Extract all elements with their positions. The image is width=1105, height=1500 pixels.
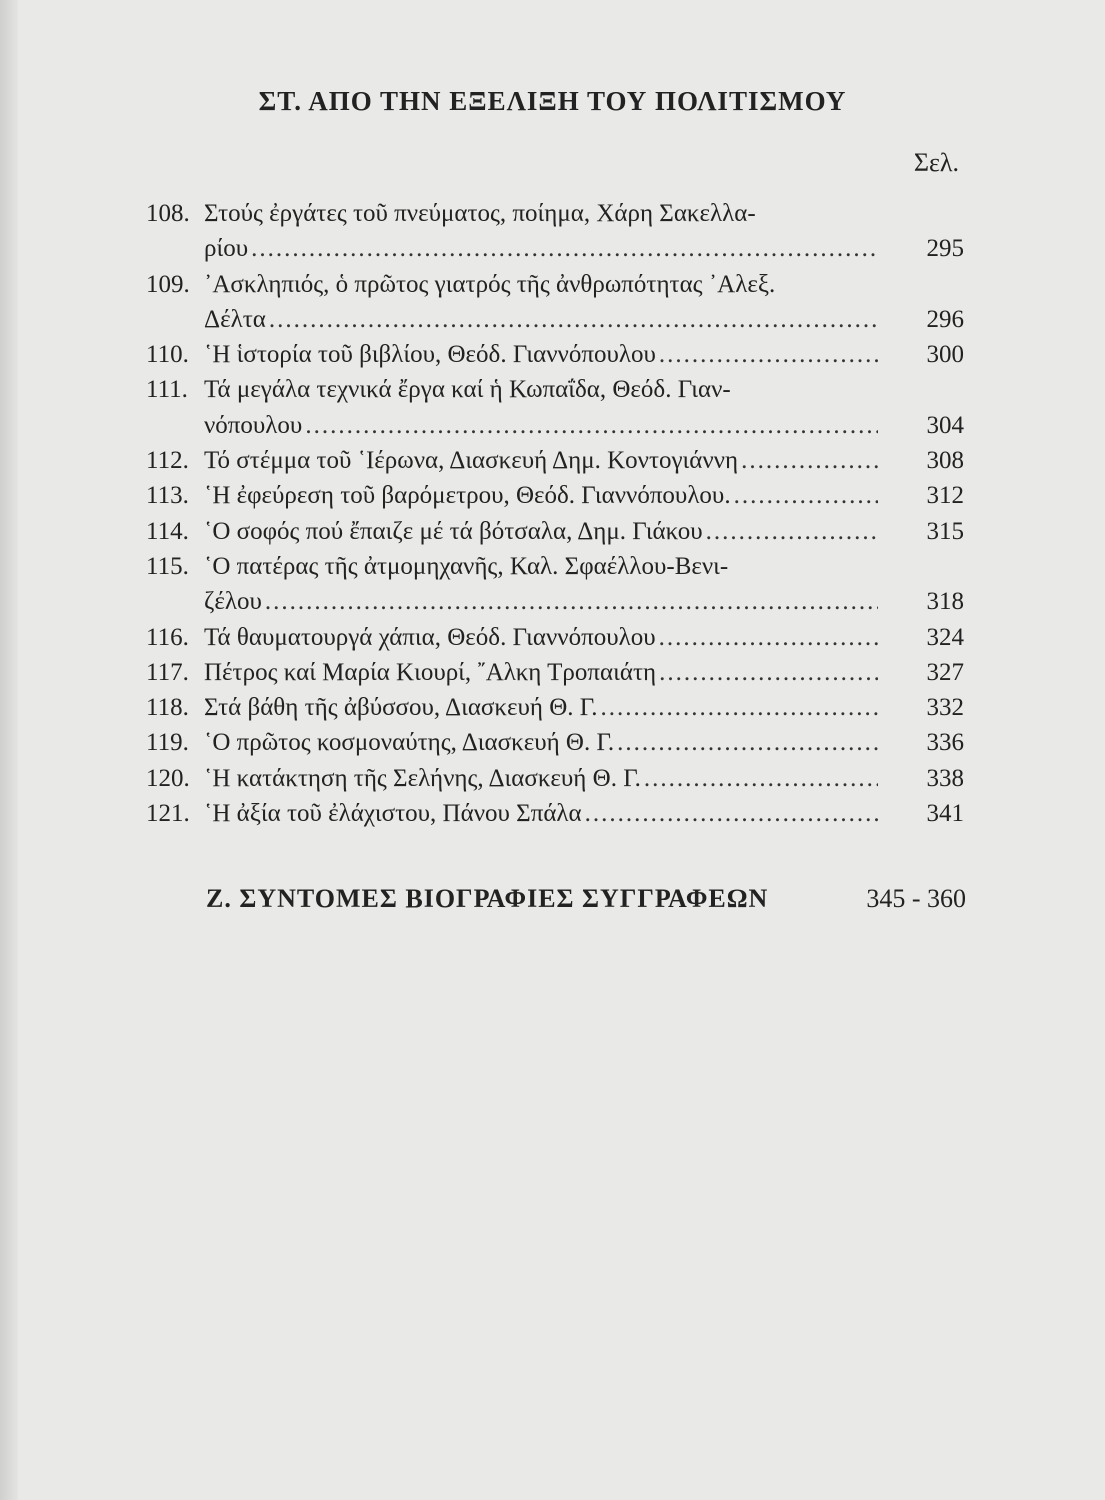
table-of-contents xyxy=(146,196,964,831)
entry-title: ῾Η ἱστορία τοῦ βιβλίου, Θεόδ. Γιαννόπουλου xyxy=(204,341,656,369)
entry-number: 108. xyxy=(146,200,190,227)
entry-page: 324 xyxy=(926,623,964,651)
leader-dots xyxy=(585,796,878,831)
toc-line xyxy=(146,231,964,266)
entry-page: 327 xyxy=(926,658,964,686)
entry-title: Τά θαυματουργά χάπια, Θεόδ. Γιαννόπουλου xyxy=(204,623,656,651)
entry-number: 109. xyxy=(146,270,190,298)
entry-page: 308 xyxy=(926,447,964,475)
entry-title: Πέτρος καί Μαρία Κιουρί, ῎Αλκη Τροπαιάτη xyxy=(204,658,657,686)
entry-page: 341 xyxy=(926,800,964,828)
entry-page: 318 xyxy=(926,588,964,616)
toc-line xyxy=(146,655,964,690)
toc-line xyxy=(146,549,964,584)
leader-dots xyxy=(734,478,878,513)
entry-number: 110. xyxy=(146,341,189,369)
entry-title: ζέλου xyxy=(204,588,262,616)
entry-page: 304 xyxy=(926,411,964,439)
entry-page: 332 xyxy=(926,694,964,722)
toc-line xyxy=(146,725,964,760)
entry-number: 117. xyxy=(146,658,189,686)
leader-dots xyxy=(617,725,878,760)
toc-line xyxy=(146,514,964,549)
entry-title: ῾Η ἀξία τοῦ ἐλάχιστου, Πάνου Σπάλα xyxy=(204,800,582,828)
entry-title: ῾Ο σοφός πού ἔπαιζε μέ τά βότσαλα, Δημ. Γιάκου xyxy=(204,517,703,545)
leader-dots xyxy=(251,231,878,266)
entry-title: ῾Η κατάκτηση τῆς Σελήνης, Διασκευή Θ. Γ. xyxy=(204,764,641,792)
entry-number: 118. xyxy=(146,694,189,722)
section-z-pages: 345 - 360 xyxy=(866,884,966,913)
entry-title: ῾Η ἐφεύρεση τοῦ βαρόμετρου, Θεόδ. Γιαννόπουλου. xyxy=(204,482,731,510)
page-edge xyxy=(0,0,18,1500)
entry-page: 300 xyxy=(926,341,964,369)
entry-number: 114. xyxy=(146,517,189,545)
leader-dots xyxy=(644,761,878,796)
section-z-title: Ζ. ΣΥΝΤΟΜΕΣ ΒΙΟΓΡΑΦΙΕΣ ΣΥΓΓΡΑΦΕΩΝ xyxy=(206,884,769,913)
leader-dots xyxy=(265,584,878,619)
entry-page: 295 xyxy=(926,235,964,263)
leader-dots xyxy=(741,443,878,478)
section-title: ΣΤ. ΑΠΟ ΤΗΝ ΕΞΕΛΙΞΗ ΤΟΥ ΠΟΛΙΤΙΣΜΟΥ xyxy=(258,86,847,116)
toc-line xyxy=(146,620,964,655)
entry-number: 120. xyxy=(146,764,190,792)
toc-line xyxy=(146,372,964,407)
entry-number: 112. xyxy=(146,447,189,475)
leader-dots xyxy=(659,620,878,655)
entry-title: νόπουλου xyxy=(204,411,303,439)
entry-page: 296 xyxy=(926,305,964,333)
leader-dots xyxy=(659,655,878,690)
toc-line xyxy=(146,478,964,513)
toc-line xyxy=(146,584,964,619)
entry-title: ῾Ο πρῶτος κοσμοναύτης, Διασκευή Θ. Γ. xyxy=(204,729,615,757)
entry-title: Στούς ἐργάτες τοῦ πνεύματος, ποίημα, Χάρη Σακελλα- xyxy=(204,200,756,227)
entry-title: ῾Ο πατέρας τῆς ἀτμομηχανῆς, Καλ. Σφαέλλου-Βενι- xyxy=(204,552,729,580)
entry-title: ᾿Ασκληπιός, ὁ πρῶτος γιατρός τῆς ἀνθρωπότητας ᾿Αλεξ. xyxy=(204,270,776,298)
leader-dots xyxy=(706,514,878,549)
entry-page: 315 xyxy=(926,517,964,545)
page-column-header: Σελ. xyxy=(913,148,959,177)
toc-line xyxy=(146,761,964,796)
entry-page: 336 xyxy=(926,729,964,757)
leader-dots xyxy=(305,408,878,443)
entry-title: ρίου xyxy=(204,235,249,263)
toc-line xyxy=(146,267,964,302)
section-z xyxy=(206,884,966,914)
leader-dots xyxy=(600,690,878,725)
entry-number: 119. xyxy=(146,729,189,757)
toc-line xyxy=(146,408,964,443)
entry-number: 121. xyxy=(146,800,190,828)
entry-page: 338 xyxy=(926,764,964,792)
leader-dots xyxy=(659,337,878,372)
entry-number: 116. xyxy=(146,623,189,651)
entry-number: 111. xyxy=(146,376,188,404)
entry-number: 115. xyxy=(146,552,189,580)
entry-title: Τό στέμμα τοῦ ῾Ιέρωνα, Διασκευή Δημ. Κοντογιάννη xyxy=(204,447,739,475)
entry-page: 312 xyxy=(926,482,964,510)
entry-number: 113. xyxy=(146,482,189,510)
entry-title: Στά βάθη τῆς ἀβύσσου, Διασκευή Θ. Γ. xyxy=(204,694,598,722)
leader-dots xyxy=(269,302,878,337)
entry-title: Δέλτα xyxy=(204,305,266,333)
entry-title: Τά μεγάλα τεχνικά ἔργα καί ἡ Κωπαΐδα, Θεόδ. Γιαν- xyxy=(204,376,731,404)
toc-line xyxy=(146,302,964,337)
toc-line xyxy=(146,690,964,725)
toc-line xyxy=(146,443,964,478)
toc-line xyxy=(146,796,964,831)
toc-line xyxy=(146,196,964,231)
toc-line xyxy=(146,337,964,372)
